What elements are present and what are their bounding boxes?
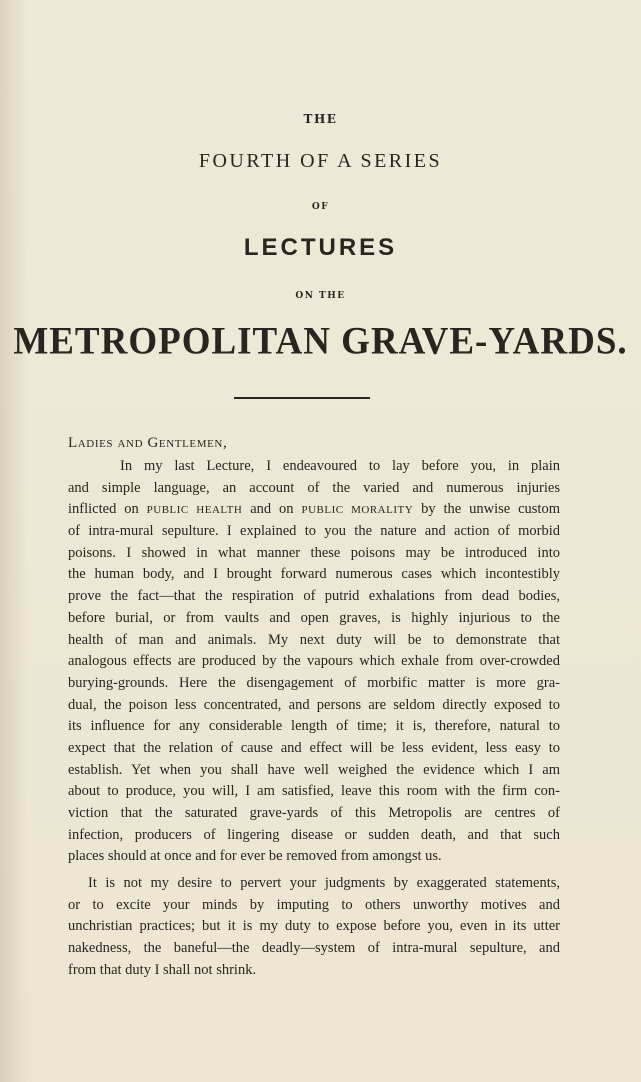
title-line-fourth-of-a-series: FOURTH OF A SERIES	[198, 150, 443, 172]
title-line-the: THE	[303, 112, 338, 126]
salutation: Ladies and Gentlemen,	[68, 435, 228, 451]
text-line: places should at once and for ever be removed from amongst us.	[68, 848, 442, 865]
title-line-on-the: ON THE	[295, 291, 346, 301]
text-line: about to produce, you will, I am satisfied, leave this room with the firm con-	[68, 783, 560, 800]
text-line: prove the fact—that the respiration of putrid exhalations from dead bodies,	[68, 588, 560, 605]
text-line: In my last Lecture, I endeavoured to lay before you, in plain	[120, 458, 560, 474]
text-line: its influence for any considerable length of time; it is, therefore, natural to	[68, 718, 560, 735]
title-line-lectures: LECTURES	[243, 234, 398, 261]
text-line: analogous effects are produced by the vapours which exhale from over-crowded	[68, 653, 560, 670]
text-line: of intra-mural sepulture. I explained to you the nature and action of morbid	[68, 523, 560, 540]
text-line: nakedness, the baneful—the deadly—system of intra-mural sepulture, and	[68, 940, 560, 957]
text-line: health of man and animals. My next duty will be to demonstrate that	[68, 631, 560, 648]
title-line-metropolitan-grave-yards: METROPOLITAN GRAVE-YARDS.	[13, 319, 628, 364]
text-line: It is not my desire to pervert your judgments by exaggerated statements,	[88, 875, 560, 891]
text-line: burying-grounds. Here the disengagement of morbific matter is more gra-	[68, 674, 560, 691]
title-divider-rule	[234, 397, 370, 399]
text-line: expect that the relation of cause and effect will be less evident, less easy to	[68, 739, 560, 756]
text-line: or to excite your minds by imputing to others unworthy motives and	[68, 896, 560, 913]
text-line: establish. Yet when you shall have well weighed the evidence which I am	[68, 761, 560, 778]
text-line: and simple language, an account of the varied and numerous injuries	[68, 479, 560, 496]
text-line: before burial, or from vaults and open graves, is highly injurious to the	[68, 609, 560, 626]
text-line: inflicted on PUBLIC HEALTH and on PUBLIC MORALITY by the unwise custom	[68, 501, 560, 518]
paragraph-1	[68, 456, 560, 868]
text-line: dual, the poison less concentrated, and persons are seldom directly exposed to	[68, 696, 560, 713]
text-line: unchristian practices; but it is my duty to expose before you, even in its utter	[68, 918, 560, 935]
text-line: viction that the saturated grave-yards of this Metropolis are centres of	[68, 805, 560, 821]
text-line: the human body, and I brought forward numerous cases which incontestibly	[68, 566, 560, 583]
paragraph-2	[68, 873, 560, 981]
text-line: from that duty I shall not shrink.	[68, 961, 257, 978]
text-line: infection, producers of lingering disease or sudden death, and that such	[68, 826, 560, 843]
title-line-of: OF	[311, 202, 330, 212]
text-line: poisons. I showed in what manner these poisons may be introduced into	[68, 544, 560, 561]
